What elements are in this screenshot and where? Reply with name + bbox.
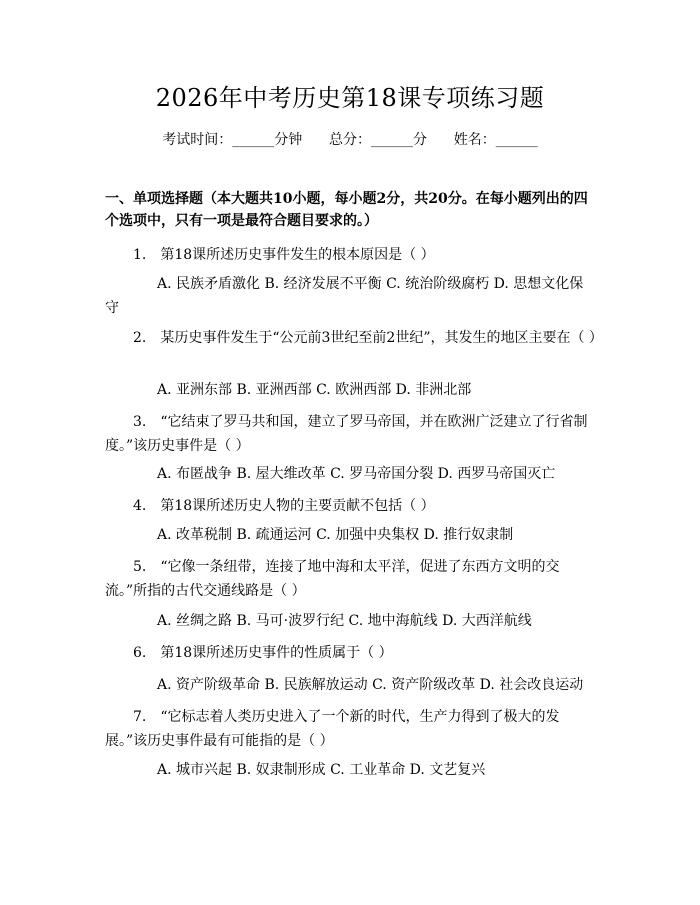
question-stem: 6. 第18课所述历史事件的性质属于（ ） [133, 645, 393, 661]
page-title: 2026年中考历史第18课专项练习题 [155, 84, 545, 112]
question-6-options: A. 资产阶级革命 B. 民族解放运动 C. 资产阶级改革 D. 社会改良运动 [157, 677, 584, 693]
section-heading: 一、单项选择题（本大题共10小题，每小题2分，共20分。在每小题列出的四个选项中，只有一项是最符合题目要求的。） [105, 191, 588, 229]
question-3-options: A. 布匿战争 B. 屋大维改革 C. 罗马帝国分裂 D. 西罗马帝国灭亡 [157, 466, 556, 482]
question-2-options: A. 亚洲东部 B. 亚洲西部 C. 欧洲西部 D. 非洲北部 [157, 382, 472, 398]
question-stem: 4. 第18课所述历史人物的主要贡献不包括（ ） [133, 498, 435, 514]
question-5-options: A. 丝绸之路 B. 马可·波罗行纪 C. 地中海航线 D. 大西洋航线 [157, 613, 532, 629]
question-4 [105, 494, 597, 518]
question-stem: 7. “它标志着人类历史进入了一个新的时代，生产力得到了极大的发展。”该历史事件最有可能指的是（ ） [105, 709, 560, 749]
exam-info-line: 考试时间：______分钟 总分：______分 姓名：______ [162, 132, 538, 148]
question-7-options: A. 城市兴起 B. 奴隶制形成 C. 工业革命 D. 文艺复兴 [157, 762, 486, 778]
question-stem: 5. “它像一条纽带，连接了地中海和太平洋，促进了东西方文明的交流。”所指的古代交通线路是（ ） [105, 559, 560, 599]
question-6 [105, 641, 597, 665]
question-stem: 1. 第18课所述历史事件发生的根本原因是（ ） [133, 247, 435, 263]
question-stem: 2. 某历史事件发生于“公元前3世纪至前2世纪”，其发生的地区主要在（ ） [133, 330, 603, 346]
question-2 [105, 326, 603, 350]
question-4-options: A. 改革税制 B. 疏通运河 C. 加强中央集权 D. 推行奴隶制 [157, 527, 514, 543]
question-1-options: A. 民族矛盾激化 B. 经济发展不平衡 C. 统治阶级腐朽 D. 思想文化保守 [105, 276, 584, 316]
question-3 [105, 410, 597, 458]
question-1 [105, 243, 597, 267]
question-5 [105, 555, 597, 603]
question-stem: 3. “它结束了罗马共和国，建立了罗马帝国，并在欧洲广泛建立了行省制度。”该历史事件是（ ） [105, 414, 588, 454]
question-7 [105, 705, 597, 753]
